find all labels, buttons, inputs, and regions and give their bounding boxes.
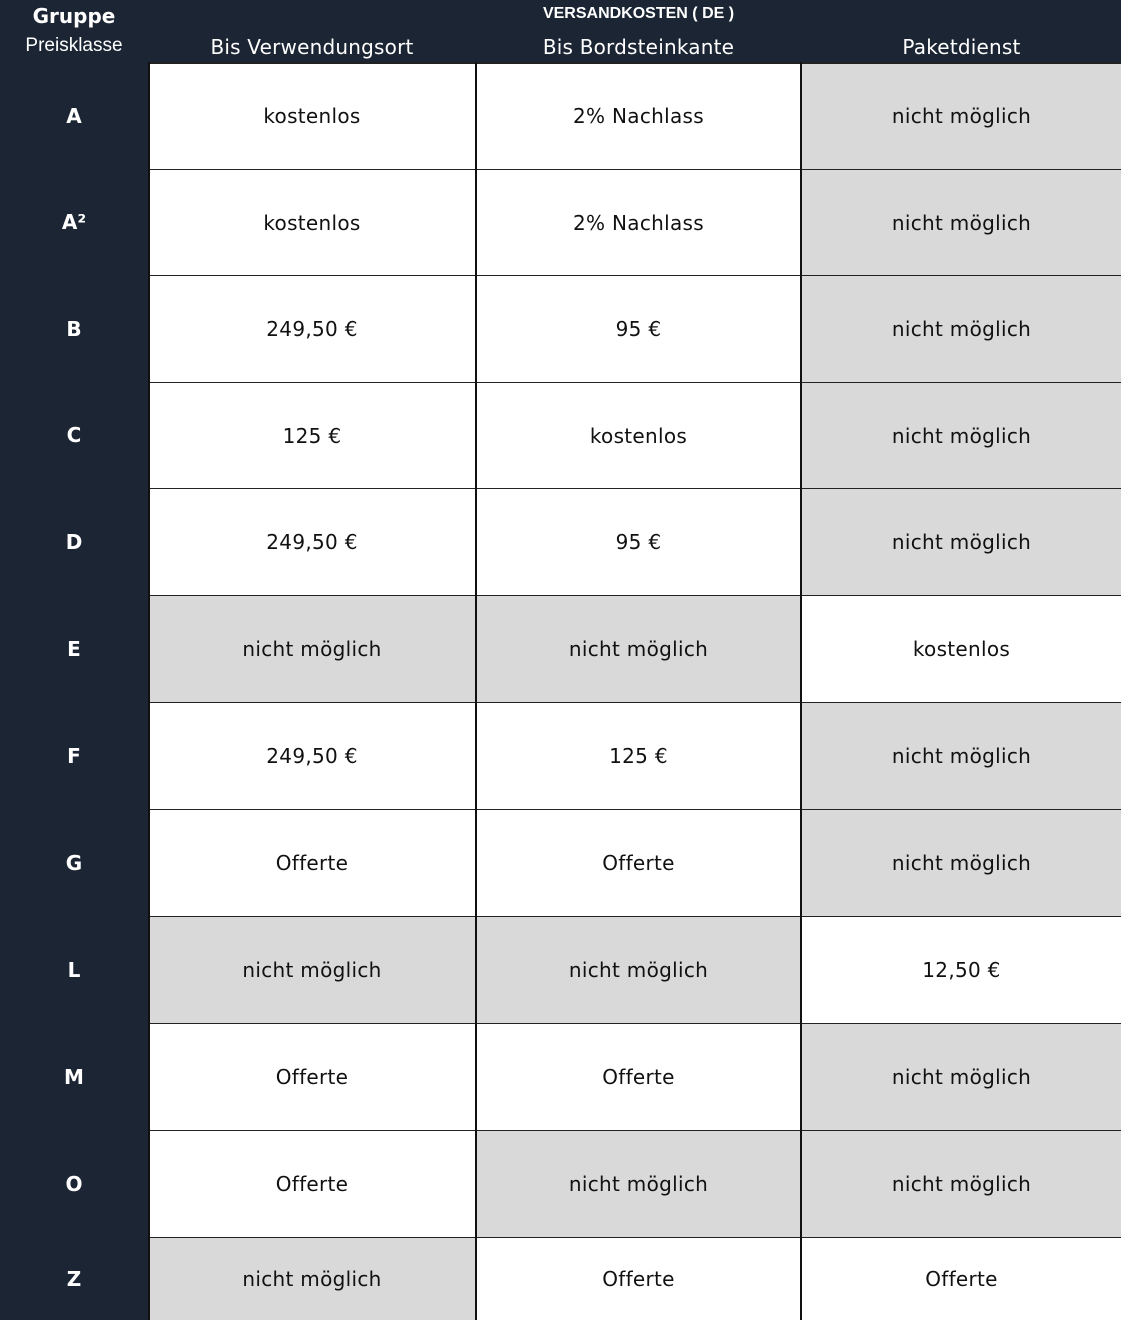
row-divider [148,169,1121,170]
table-cell: nicht möglich [802,170,1121,275]
row-divider [148,488,1121,489]
row-divider [148,1023,1121,1024]
table-cell: nicht möglich [802,383,1121,488]
table-cell: nicht möglich [802,810,1121,916]
row-divider [148,809,1121,810]
row-divider [148,916,1121,917]
table-cell: nicht möglich [802,703,1121,809]
table-cell: 249,50 € [149,703,475,809]
table-cell: Offerte [477,810,800,916]
group-cell: B [66,316,82,341]
row-divider [148,62,1121,64]
table-cell: 249,50 € [149,489,475,595]
table-cell: 2% Nachlass [477,63,800,169]
row-divider [148,1130,1121,1131]
table-cell: 249,50 € [149,276,475,382]
group-cell: M [64,1064,84,1089]
group-cell: L [67,957,81,982]
table-cell: nicht möglich [477,596,800,702]
table-cell: Offerte [477,1024,800,1130]
group-cell: A² [61,210,87,234]
table-cell: kostenlos [802,596,1121,702]
column-divider [148,62,150,1320]
group-header-label: Gruppe [32,4,116,28]
group-cell: D [65,529,83,554]
table-cell: nicht möglich [477,1131,800,1237]
table-cell: nicht möglich [802,489,1121,595]
table-cell: kostenlos [477,383,800,488]
table-title: VERSANDKOSTEN ( DE ) [542,5,735,22]
table-cell: nicht möglich [477,917,800,1023]
table-cell: nicht möglich [802,276,1121,382]
column-header-bordsteinkante: Bis Bordsteinkante [542,35,735,59]
row-divider [148,702,1121,703]
table-header [0,0,1121,62]
table-cell: 12,50 € [802,917,1121,1023]
class-header-label: Preisklasse [25,35,123,56]
table-cell: kostenlos [149,170,475,275]
table-cell: 95 € [477,489,800,595]
group-cell: C [66,423,82,447]
column-divider [800,62,802,1320]
table-cell: Offerte [477,1238,800,1320]
table-cell: nicht möglich [149,596,475,702]
column-header-paketdienst: Paketdienst [902,35,1021,59]
table-cell: Offerte [149,810,475,916]
table-cell: nicht möglich [149,917,475,1023]
column-header-verwendungsort: Bis Verwendungsort [210,35,414,59]
row-divider [148,595,1121,596]
table-cell: Offerte [149,1024,475,1130]
group-cell: Z [66,1266,82,1291]
table-cell: Offerte [149,1131,475,1237]
table-cell: 95 € [477,276,800,382]
table-cell: 125 € [149,383,475,488]
group-cell: E [67,636,81,661]
table-cell: nicht möglich [802,1131,1121,1237]
group-cell: F [67,743,81,768]
group-cell: A [66,103,82,128]
group-cell: O [65,1171,83,1196]
column-divider [475,62,477,1320]
table-cell: 125 € [477,703,800,809]
table-cell: nicht möglich [802,63,1121,169]
table-cell: kostenlos [149,63,475,169]
row-divider [148,382,1121,383]
row-divider [148,1237,1121,1238]
table-cell: nicht möglich [149,1238,475,1320]
table-cell: 2% Nachlass [477,170,800,275]
table-cell: nicht möglich [802,1024,1121,1130]
group-cell: G [65,850,83,875]
table-cell: Offerte [802,1238,1121,1320]
row-divider [148,275,1121,276]
